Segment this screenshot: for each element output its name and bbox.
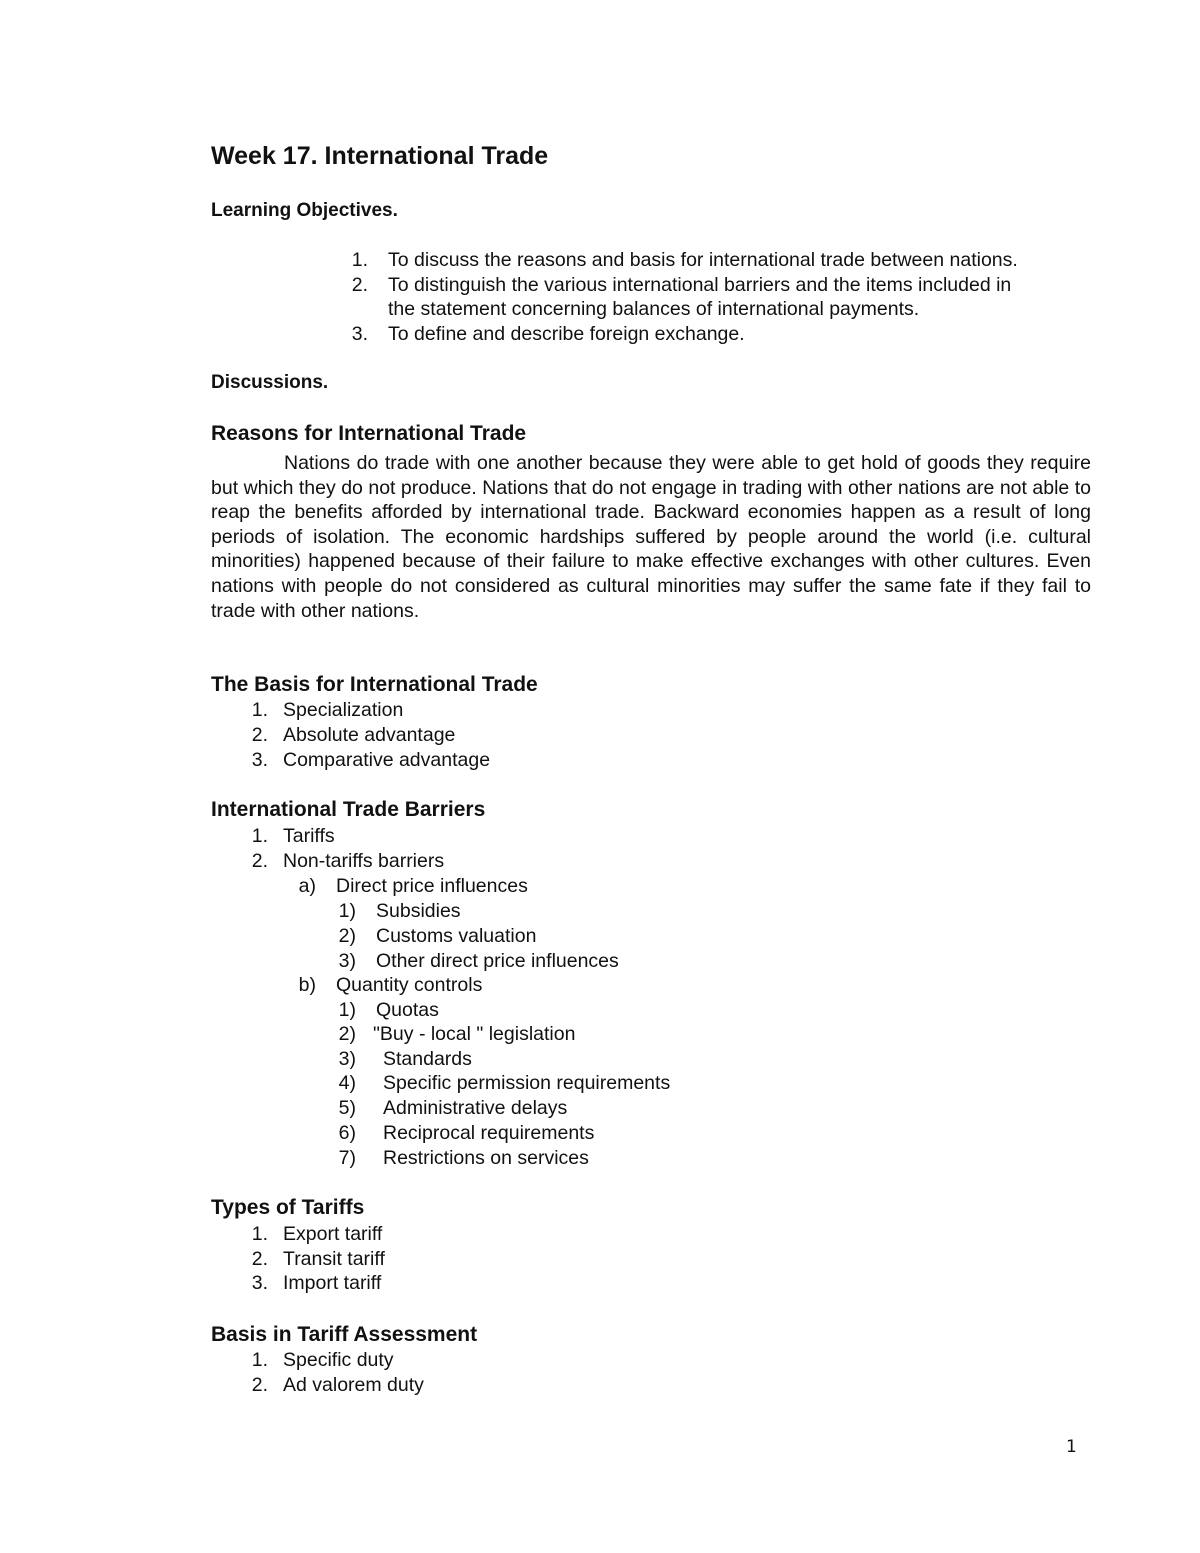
sub-sub-number: 2) (338, 925, 356, 947)
list-item: Tariffs (283, 825, 335, 847)
sub-list-item: Quantity controls (336, 974, 483, 996)
list-item: Comparative advantage (283, 749, 491, 771)
sub-sub-item: Administrative delays (383, 1097, 568, 1119)
list-item: Specialization (283, 699, 404, 721)
objectives-heading: Learning Objectives. (211, 200, 398, 221)
sub-sub-item: Subsidies (376, 900, 461, 922)
sub-sub-number: 7) (338, 1147, 356, 1169)
sub-sub-number: 2) (338, 1023, 356, 1045)
page-title: Week 17. International Trade (211, 142, 549, 170)
list-item: Non-tariffs barriers (283, 850, 445, 872)
list-number: 1. (251, 699, 268, 721)
sub-sub-number: 4) (338, 1072, 356, 1094)
sub-sub-number: 1) (338, 999, 356, 1021)
sub-sub-number: 1) (338, 900, 356, 922)
sub-sub-number: 3) (338, 950, 356, 972)
discussions-heading: Discussions. (211, 372, 329, 393)
sub-sub-item: Customs valuation (376, 925, 537, 947)
list-number: 1. (251, 1349, 268, 1371)
list-item: Ad valorem duty (283, 1374, 424, 1396)
section-heading-reasons: Reasons for International Trade (211, 422, 527, 445)
list-item: Absolute advantage (283, 724, 456, 746)
objective-text: To discuss the reasons and basis for international trade between nations. (388, 249, 1018, 271)
list-number: 3. (251, 749, 268, 771)
sub-sub-item: Restrictions on services (383, 1147, 589, 1169)
sub-sub-number: 3) (338, 1048, 356, 1070)
sub-sub-item: Specific permission requirements (383, 1072, 671, 1094)
list-number: 2. (251, 1248, 268, 1270)
sub-sub-item: "Buy - local " legislation (373, 1023, 576, 1045)
objective-number: 3. (351, 323, 368, 345)
section-heading-basis: The Basis for International Trade (211, 673, 538, 696)
list-number: 1. (251, 1223, 268, 1245)
sub-list-letter: a) (298, 875, 316, 897)
sub-sub-item: Standards (383, 1048, 472, 1070)
reasons-paragraph: Nations do trade with one another because they were able to get hold of goods they require but which they do not produce. Nations that do not engage in trading with other nations are not able to reap the benefits afforded by international trade. Backward economies happen as a result of long periods of isolation. The economic hardships suffered by people around the world (i.e. cultural minorities) happened because of their failure to make effective exchanges with other cultures. Even nations with people do not considered as cultural minorities may suffer the same fate if they fail to trade with other nations. (211, 452, 1091, 622)
list-item: Specific duty (283, 1349, 394, 1371)
sub-sub-item: Quotas (376, 999, 439, 1021)
list-number: 3. (251, 1272, 268, 1294)
page-number: 1 (1066, 1437, 1077, 1457)
list-item: Import tariff (283, 1272, 382, 1294)
sub-sub-number: 5) (338, 1097, 356, 1119)
objective-text: the statement concerning balances of international payments. (388, 298, 920, 320)
list-number: 2. (251, 1374, 268, 1396)
objective-number: 2. (351, 274, 368, 296)
sub-list-letter: b) (298, 974, 316, 996)
section-heading-tariff-types: Types of Tariffs (211, 1196, 365, 1219)
section-heading-barriers: International Trade Barriers (211, 798, 486, 821)
objective-number: 1. (351, 249, 368, 271)
sub-list-item: Direct price influences (336, 875, 528, 897)
section-heading-assessment: Basis in Tariff Assessment (211, 1323, 478, 1346)
list-number: 2. (251, 724, 268, 746)
list-item: Export tariff (283, 1223, 383, 1245)
list-number: 1. (251, 825, 268, 847)
objective-text: To distinguish the various international barriers and the items included in (388, 274, 1012, 296)
objective-text: To define and describe foreign exchange. (388, 323, 745, 345)
list-item: Transit tariff (283, 1248, 385, 1270)
sub-sub-number: 6) (338, 1122, 356, 1144)
sub-sub-item: Other direct price influences (376, 950, 619, 972)
list-number: 2. (251, 850, 268, 872)
sub-sub-item: Reciprocal requirements (383, 1122, 595, 1144)
